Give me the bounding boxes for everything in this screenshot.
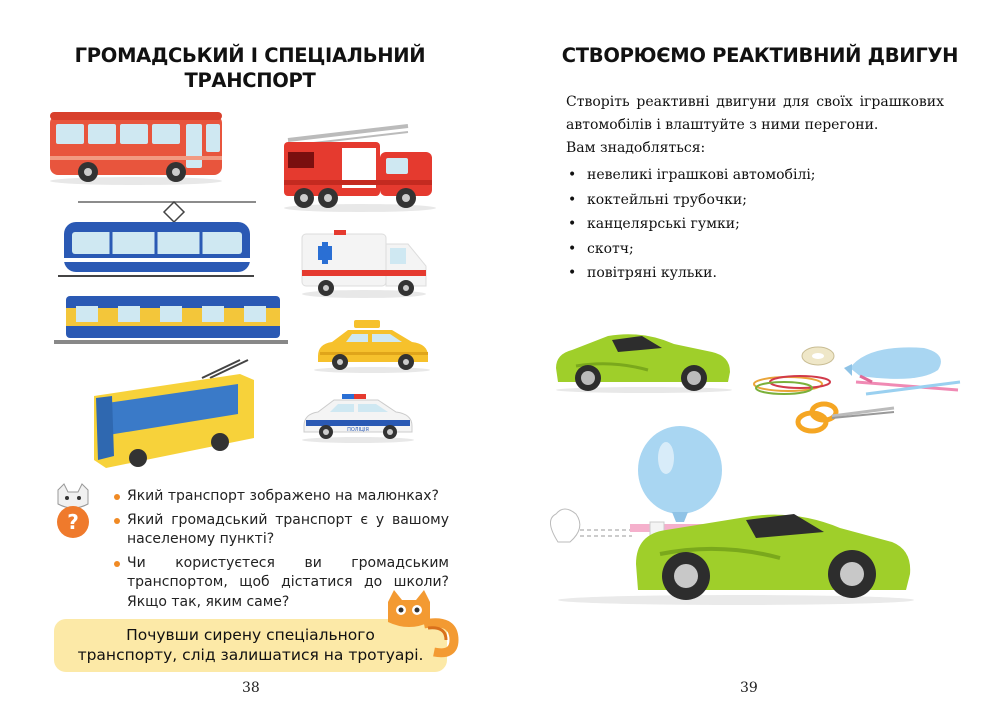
note-line1: Почувши сирену спеціального bbox=[126, 626, 375, 644]
cat-question-icon bbox=[50, 482, 96, 544]
page-number-left: 38 bbox=[242, 680, 260, 696]
orange-cat-illustration bbox=[384, 588, 460, 658]
rubber-bands-icon bbox=[754, 376, 830, 394]
straws-icon bbox=[856, 376, 960, 394]
police-car-illustration bbox=[298, 392, 418, 446]
question-item: Який транспорт зображено на малюнках? bbox=[113, 487, 449, 507]
balloon-icon bbox=[844, 347, 941, 378]
jet-car-illustration bbox=[540, 424, 914, 606]
metro-train-illustration bbox=[54, 292, 288, 350]
materials-list bbox=[566, 163, 816, 286]
question-item: Чи користуєтеся ви громадським транспортом, щоб дістатися до школи? Якщо так, яким саме? bbox=[113, 554, 449, 613]
left-title-line2: ТРАНСПОРТ bbox=[184, 69, 316, 92]
police-car-label: ПОЛІЦІЯ bbox=[347, 427, 369, 433]
balloon-icon bbox=[638, 426, 722, 522]
green-toy-car-illustration bbox=[552, 326, 734, 396]
fire-truck-illustration bbox=[280, 122, 438, 214]
question-mark-symbol: ? bbox=[67, 510, 79, 534]
materials-item: • скотч; bbox=[566, 237, 816, 262]
air-puff-icon bbox=[550, 509, 579, 542]
ambulance-illustration bbox=[298, 230, 432, 300]
materials-heading: Вам знадобляться: bbox=[566, 140, 706, 156]
left-page-title bbox=[50, 43, 450, 93]
trolleybus-illustration bbox=[90, 356, 258, 474]
page-number-right: 39 bbox=[740, 680, 758, 696]
tram-illustration bbox=[56, 198, 256, 280]
right-page-title: СТВОРЮЄМО РЕАКТИВНИЙ ДВИГУН bbox=[561, 44, 959, 67]
materials-item: • коктейльні трубочки; bbox=[566, 188, 816, 213]
materials-item: • повітряні кульки. bbox=[566, 261, 816, 286]
bus-illustration bbox=[46, 108, 228, 188]
tape-icon bbox=[802, 347, 834, 365]
left-title-line1: ГРОМАДСЬКИЙ І СПЕЦІАЛЬНИЙ bbox=[74, 44, 426, 67]
question-item: Який громадський транспорт є у вашому населеному пункті? bbox=[113, 511, 449, 550]
note-line2: транспорту, слід залишатися на тротуарі. bbox=[77, 646, 424, 664]
taxi-illustration bbox=[310, 318, 434, 376]
materials-item: • канцелярські гумки; bbox=[566, 212, 816, 237]
intro-paragraph: Створіть реактивні двигуни для своїх іграшкових автомобілів і влаштуйте з ними перегони. bbox=[566, 94, 944, 133]
materials-item: • невеликі іграшкові автомобілі; bbox=[566, 163, 816, 188]
